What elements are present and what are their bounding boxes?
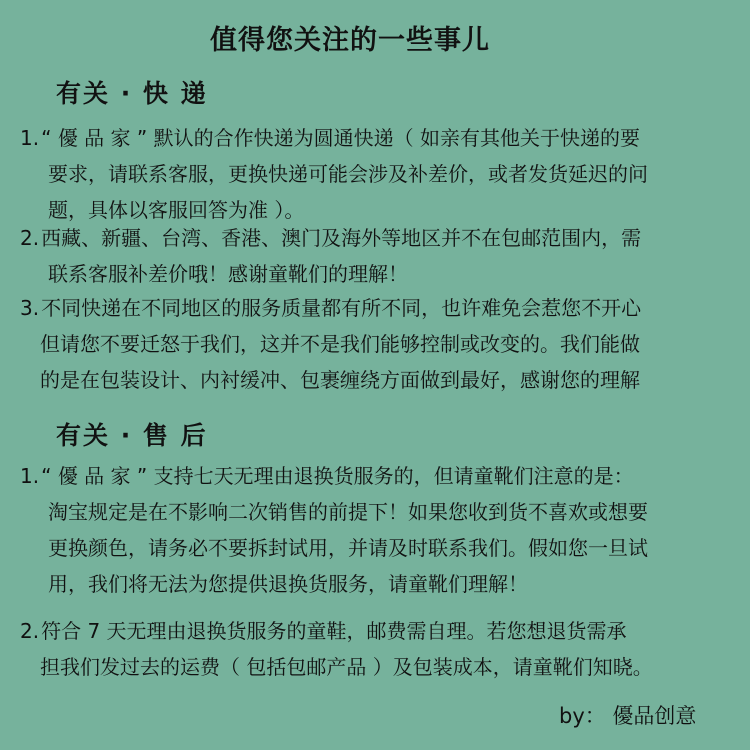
item-text-line: 要求，请联系客服，更换快递可能会涉及补差价，或者发货延迟的问 (48, 162, 648, 186)
item-number: 2. (20, 226, 40, 250)
item-text-line: 但请您不要迁怒于我们，这并不是我们能够控制或改变的。我们能做 (40, 332, 640, 356)
section-heading-after-sales: 有关 · 售 后 (56, 421, 208, 450)
item-text-line: 题，具体以客服回答为准 ）。 (48, 198, 305, 222)
item-text-line: 联系客服补差价哦！感谢童靴们的理解！ (48, 262, 408, 286)
shipping-item-3 (20, 290, 641, 398)
item-text-line: 用，我们将无法为您提供退换货服务，请童靴们理解！ (48, 572, 528, 596)
after-sales-item-1 (20, 458, 648, 602)
item-text-line: 的是在包装设计、内衬缓冲、包裹缠绕方面做到最好，感谢您的理解 (40, 368, 640, 392)
item-text-line: “ 優 品 家 ” 默认的合作快递为圆通快递（ 如亲有其他关于快递的要 (41, 126, 640, 150)
signature: by： 優品创意 (559, 704, 697, 728)
item-text-line: “ 優 品 家 ” 支持七天无理由退换货服务的，但请童靴们注意的是： (41, 464, 634, 488)
after-sales-item-2 (20, 613, 653, 685)
shipping-item-1 (20, 120, 648, 228)
item-text-line: 淘宝规定是在不影响二次销售的前提下！如果您收到货不喜欢或想要 (48, 500, 648, 524)
item-number: 2. (20, 619, 40, 643)
item-text-line: 更换颜色，请务必不要拆封试用，并请及时联系我们。假如您一旦试 (48, 536, 648, 560)
item-text-line: 西藏、新疆、台湾、香港、澳门及海外等地区并不在包邮范围内，需 (41, 226, 642, 250)
item-number: 1. (20, 464, 40, 488)
shipping-item-2 (20, 220, 641, 292)
item-text-line: 符合 7 天无理由退换货服务的童鞋，邮费需自理。若您想退货需承 (41, 619, 627, 643)
page-title: 值得您关注的一些事儿 (210, 25, 490, 56)
item-text-line: 担我们发过去的运费（ 包括包邮产品 ）及包装成本，请童靴们知晓。 (40, 655, 653, 679)
section-heading-shipping: 有关 · 快 递 (56, 79, 208, 108)
item-number: 3. (20, 296, 40, 320)
item-number: 1. (20, 126, 40, 150)
item-text-line: 不同快递在不同地区的服务质量都有所不同，也许难免会惹您不开心 (41, 296, 642, 320)
